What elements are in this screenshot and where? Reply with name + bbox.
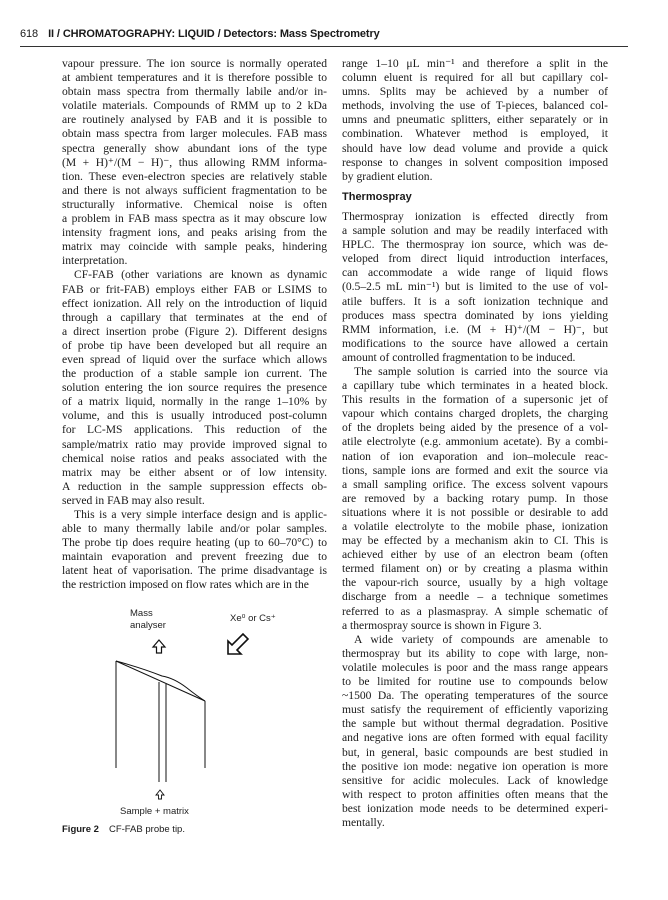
text-line: for LC-MS applications. This reduction of the xyxy=(62,423,327,437)
text-line: obtain mass spectra from larger molecules. FAB mass xyxy=(62,127,327,141)
text-line: with respect to proton affinities often means that the xyxy=(342,787,608,801)
page-number: 618 xyxy=(20,28,39,40)
text-line: are removed by a backing rotary pump. In those xyxy=(342,491,608,505)
text-line: a sample solution and may be readily interfaced with xyxy=(342,224,608,238)
text-line: must satisfy the requirement of efficiently vaporizing xyxy=(342,703,608,717)
text-line: tions, sample ions are formed and exit the source via xyxy=(342,463,608,477)
text-line: the restriction imposed on flow rates which are in the xyxy=(62,578,309,592)
text-line: best ionization mode needs to be determined experi- xyxy=(342,801,608,815)
text-line: amount of controlled fragmentation to be induced. xyxy=(342,350,576,364)
left-column xyxy=(62,57,327,593)
text-line: A wide variety of compounds are amenable to xyxy=(354,632,608,646)
up-arrow-icon xyxy=(153,640,165,653)
probe-outline xyxy=(116,661,205,782)
figure-2-diagram xyxy=(62,596,327,846)
text-line: umns and pneumatic splitters, either separately or in xyxy=(342,113,608,127)
running-header xyxy=(20,28,628,40)
text-line: chemical noise ratios and peaks associated with the xyxy=(62,451,327,465)
text-line: and negative ions are often formed with equal facility xyxy=(342,731,608,745)
text-line: vapour pressure. The ion source is normally operated xyxy=(62,57,327,70)
text-line: spectra generally show abundant ions of the type xyxy=(62,141,327,155)
text-line: volatile materials. Compounds of RMM up to 2 kDa xyxy=(62,99,327,113)
paragraph xyxy=(342,210,608,365)
text-line: atile electrolyte (e.g. ammonium acetate). By a combi- xyxy=(342,435,608,449)
text-line: produces mass spectra dominated by ions yielding xyxy=(342,308,608,322)
diagonal-beam-arrow-icon xyxy=(228,634,248,654)
text-line: sample/matrix ratio may provide improved signal to xyxy=(62,437,327,451)
text-line: are routinely analysed by FAB and it is possible to xyxy=(62,113,327,127)
text-line: FAB or frit-FAB) employs either FAB or LSIMS to xyxy=(62,282,327,296)
right-column-intro xyxy=(342,57,608,184)
text-line: (M + H)⁺/(M − H)⁻, thus allowing RMM informa- xyxy=(62,155,327,169)
paragraph xyxy=(62,508,327,593)
running-title: II / CHROMATOGRAPHY: LIQUID / Detectors: Mass Spectrometry xyxy=(48,28,380,40)
right-column xyxy=(342,57,608,830)
text-line: the production of a stable sample ion current. The xyxy=(62,367,327,381)
text-line: the sample but without thermal degradation. Positive xyxy=(342,717,608,731)
text-line: column eluent is required for all but capillary col- xyxy=(342,71,608,85)
label-mass: Mass xyxy=(130,608,153,619)
text-line: of a matrix liquid, normally in the range 1–10% by xyxy=(62,395,327,409)
section-heading-thermospray: Thermospray xyxy=(342,190,412,203)
figure-caption-text: CF-FAB probe tip. xyxy=(108,824,185,835)
text-line: methods, involving the use of T-pieces, balanced col- xyxy=(342,99,608,113)
text-line: thermospray but its ability to cope with large, non- xyxy=(342,646,608,660)
text-line: nation of ion evaporation and ion–molecule reac- xyxy=(342,449,608,463)
text-line: intensity fragment ions, and peaks arising from the xyxy=(62,226,327,240)
text-line: a capillary tube which terminates in a heated block. xyxy=(342,379,608,393)
text-line: umns. Splits may be achieved by a number of xyxy=(342,85,608,99)
text-line: volume, and this is usually introduced post-column xyxy=(62,409,327,423)
paragraph xyxy=(62,57,327,268)
text-line: sensitive for acidic molecules. Lack of knowledge xyxy=(342,773,608,787)
text-line: through a capillary that terminates at the end of xyxy=(62,310,327,324)
text-line: ~1500 Da. The operating temperatures of the source xyxy=(342,689,608,703)
text-line: situations where it is not possible or desirable to add xyxy=(342,505,608,519)
text-line: The sample solution is carried into the source via xyxy=(354,364,608,378)
text-line: a small sampling orifice. The excess solvent vapours xyxy=(342,477,608,491)
text-line: and there is not always sufficient fragmentation to be xyxy=(62,183,327,197)
text-line: able to many thermally labile and/or polar samples. xyxy=(62,522,327,536)
text-line: (0.5–2.5 mL min⁻¹) but is limited to the use of vol- xyxy=(342,280,608,294)
text-line: range 1–10 μL min⁻¹ and therefore a split in the xyxy=(342,57,608,70)
text-line: obtain mass spectra from thermally labile and/or in- xyxy=(62,85,327,99)
text-line: HPLC. The thermospray ion source, which was de- xyxy=(342,238,608,252)
text-line: mentally. xyxy=(342,815,385,829)
text-line: termed filament on) or by creating a plasma within xyxy=(342,562,608,576)
text-line: This results in the formation of a supersonic jet of xyxy=(342,393,608,407)
text-line: the vapour-rich source, usually by a high voltage xyxy=(342,576,608,590)
label-sample-matrix: Sample + matrix xyxy=(120,806,189,817)
text-line: CF-FAB (other variations are known as dynamic xyxy=(74,268,327,282)
text-line: matrix may be either absent or of low intensity. xyxy=(62,465,327,479)
text-line: a problem in FAB mass spectra as it may obscure low xyxy=(62,212,327,226)
text-line: referred to as a plasmaspray. A simple schematic of xyxy=(342,604,608,618)
text-line: can accommodate a wide range of liquid flows xyxy=(342,266,608,280)
text-line: served in FAB may also result. xyxy=(62,493,205,507)
figure-caption-label: Figure 2 xyxy=(62,824,99,835)
text-line: a direct insertion probe (Figure 2). Different designs xyxy=(62,324,327,338)
text-line: tion. These even-electron species are relatively stable xyxy=(62,169,327,183)
paragraph xyxy=(342,365,608,633)
text-line: to be limited for routine use to compounds below xyxy=(342,675,608,689)
text-line: a volatile electrolyte to the mobile phase, ionization xyxy=(342,520,608,533)
text-line: effect ionization. All rely on the introduction of liquid xyxy=(62,296,327,310)
header-rule xyxy=(20,46,628,47)
text-line: of the droplets being aided by the presence of a vol- xyxy=(342,421,608,435)
text-line: should have low dead volume and provide a quick xyxy=(342,141,608,155)
text-line: vapour which contains charged droplets, the charging xyxy=(342,407,608,421)
probe-tip-drawing xyxy=(62,596,327,826)
text-line: The probe tip does require heating (up to 60–70°C) to xyxy=(62,536,327,550)
text-line: veloped from direct liquid introduction interfaces, xyxy=(342,252,608,266)
text-line: may be effected by a mechanism akin to CI. This is xyxy=(342,534,608,548)
text-line: matrix may coincide with sample peaks, hindering xyxy=(62,240,327,254)
right-column-thermospray-body xyxy=(342,210,608,830)
text-line: solution entering the ion source requires the presence xyxy=(62,381,327,395)
label-beam: Xe⁰ or Cs⁺ xyxy=(230,613,276,624)
text-line: RMM information, i.e. (M + H)⁺/(M − H)⁻, but xyxy=(342,322,608,336)
text-line: Thermospray ionization is effected directly from xyxy=(342,209,608,223)
text-line: at ambient temperatures and it is therefore possible to xyxy=(62,71,327,85)
text-line: combination. Whatever method is employed, it xyxy=(342,127,608,141)
text-line: a thermospray source is shown in Figure 3. xyxy=(342,618,542,632)
text-line: atile buffers. It is a soft ionization technique and xyxy=(342,294,608,308)
text-line: but, in general, basic compounds are best studied in xyxy=(342,745,608,759)
inlet-arrow-icon xyxy=(156,790,164,799)
text-line: even spread of liquid over the surface which allows xyxy=(62,352,327,366)
text-line: of probe tip have been developed but all require an xyxy=(62,338,327,352)
text-line: volatile molecules is poor and the mass range appears xyxy=(342,660,608,674)
text-line: the positive ion mode: negative ion operation is more xyxy=(342,759,608,773)
text-line: response to changes in solvent composition imposed xyxy=(342,155,608,169)
paragraph xyxy=(342,633,608,830)
paragraph xyxy=(342,57,608,184)
text-line: This is a very simple interface design and is applic- xyxy=(74,508,327,521)
text-line: achieved either by use of an electron beam (often xyxy=(342,548,608,562)
text-line: latent heat of vaporisation. The prime disadvantage is xyxy=(62,564,327,578)
text-line: maintain evaporation and prevent freezing due to xyxy=(62,550,327,564)
text-line: modifications to the source have allowed a certain xyxy=(342,336,608,350)
text-line: by gradient elution. xyxy=(342,169,433,183)
text-line: interpretation. xyxy=(62,254,128,268)
text-line: structurally informative. Chemical noise is often xyxy=(62,197,327,211)
text-line: discharge from a needle – a technique sometimes xyxy=(342,590,608,604)
text-line: A reduction in the sample suppression effects ob- xyxy=(62,479,327,493)
label-analyser: analyser xyxy=(130,620,166,631)
figure-caption xyxy=(62,824,185,835)
paragraph xyxy=(62,268,327,508)
